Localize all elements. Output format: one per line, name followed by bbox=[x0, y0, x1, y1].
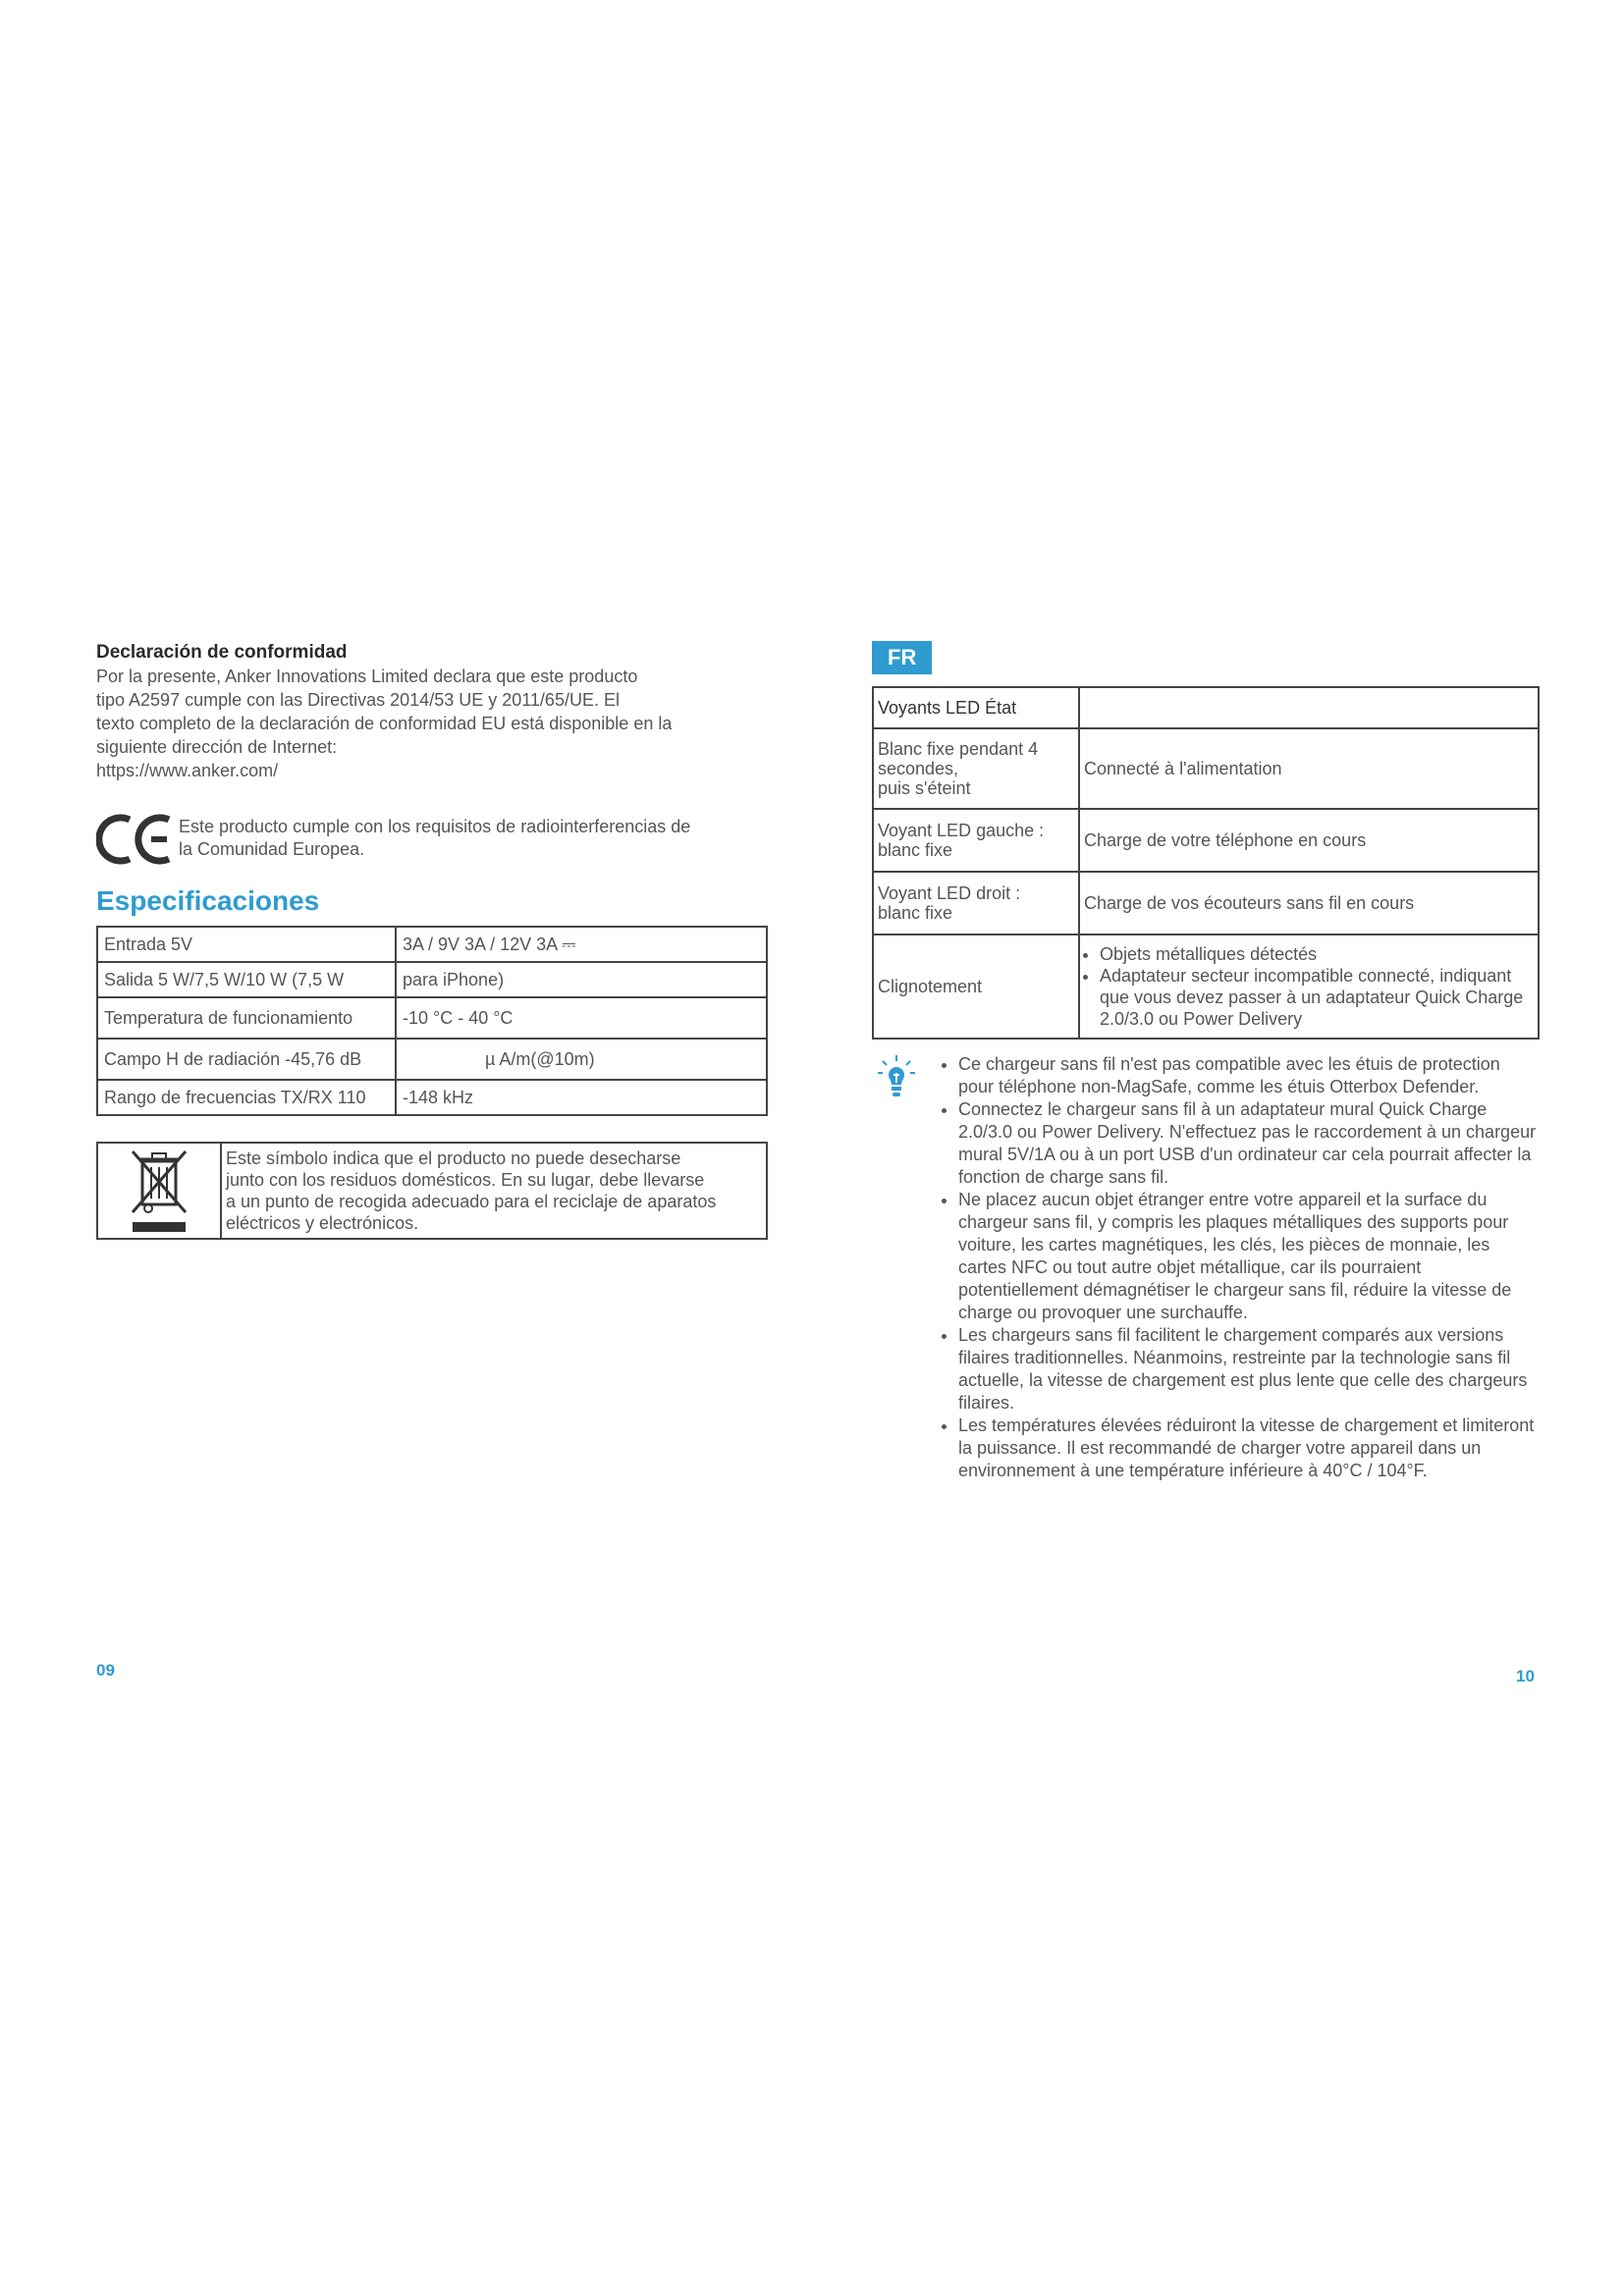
page-number-left: 09 bbox=[96, 1661, 115, 1680]
led-header-col1: Voyants LED État bbox=[873, 687, 1079, 728]
led-meaning: Charge de votre téléphone en cours bbox=[1079, 809, 1539, 872]
led-state-line: secondes, bbox=[878, 759, 959, 778]
spec-label: Campo H de radiación -45,76 dB bbox=[97, 1039, 396, 1080]
weee-text-line: eléctricos y electrónicos. bbox=[226, 1213, 419, 1233]
spec-row bbox=[97, 962, 767, 997]
language-badge: FR bbox=[872, 641, 932, 674]
spec-row bbox=[97, 1039, 767, 1080]
spec-value: para iPhone) bbox=[396, 962, 767, 997]
tip-item: • Les chargeurs sans fil facilitent le chargement comparés aux versions filaires traditionnelles. Néanmoins, restreinte par la technologie sans fil actuelle, la vitesse de chargement est plus lente que celle des chargeurs filaires. bbox=[958, 1324, 1540, 1415]
led-status-table bbox=[872, 686, 1540, 1040]
led-meaning bbox=[1079, 934, 1539, 1039]
weee-text-line: junto con los residuos domésticos. En su lugar, debe llevarse bbox=[226, 1170, 705, 1190]
led-state bbox=[873, 728, 1079, 809]
ce-text-line: la Comunidad Europea. bbox=[179, 839, 365, 859]
spec-label: Salida 5 W/7,5 W/10 W (7,5 W bbox=[97, 962, 396, 997]
spec-row bbox=[97, 997, 767, 1039]
led-row bbox=[873, 809, 1539, 872]
tip-item: • Connectez le chargeur sans fil à un adaptateur mural Quick Charge 2.0/3.0 ou Power Delivery. N'effectuez pas le raccordement à un chargeur mural 5V/1A ou à un port USB d'un ordinateur car cela pourrait affecter la fonction de charge sans fil. bbox=[958, 1098, 1540, 1189]
tips-section bbox=[872, 1053, 1540, 1482]
led-blink-item: • Adaptateur secteur incompatible connecté, indiquant que vous devez passer à un adaptateur Quick Charge 2.0/3.0 ou Power Delivery bbox=[1100, 965, 1534, 1030]
weee-bin-icon bbox=[98, 1144, 222, 1238]
led-state-line: Blanc fixe pendant 4 bbox=[878, 739, 1039, 759]
led-state: Clignotement bbox=[873, 934, 1079, 1039]
weee-text-line: Este símbolo indica que el producto no puede desecharse bbox=[226, 1148, 681, 1168]
dc-symbol-icon: ⎓ bbox=[562, 934, 576, 954]
led-header-col2 bbox=[1079, 687, 1539, 728]
spec-row bbox=[97, 927, 767, 962]
declaration-line: texto completo de la declaración de conformidad EU está disponible en la bbox=[96, 714, 673, 733]
led-state-line: puis s'éteint bbox=[878, 778, 971, 798]
weee-text-line: a un punto de recogida adecuado para el reciclaje de aparatos bbox=[226, 1192, 717, 1211]
led-state bbox=[873, 872, 1079, 934]
led-state-line: blanc fixe bbox=[878, 840, 953, 860]
weee-notice bbox=[96, 1142, 768, 1240]
declaration-url: https://www.anker.com/ bbox=[96, 761, 279, 780]
tips-list bbox=[921, 1053, 1540, 1482]
led-meaning: Charge de vos écouteurs sans fil en cours bbox=[1079, 872, 1539, 934]
declaration-body bbox=[96, 665, 774, 782]
spec-label: Entrada 5V bbox=[97, 927, 396, 962]
led-row bbox=[873, 872, 1539, 934]
tip-item: • Les températures élevées réduiront la vitesse de chargement et limiteront la puissance. Il est recommandé de charger votre appareil dans un environnement à une température inférieure à 40°C / 104°F. bbox=[958, 1415, 1540, 1482]
ce-text bbox=[177, 812, 690, 861]
spec-value: 3A / 9V 3A / 12V 3A ⎓ bbox=[396, 927, 767, 962]
led-table-header bbox=[873, 687, 1539, 728]
tip-item: • Ce chargeur sans fil n'est pas compatible avec les étuis de protection pour téléphone non-MagSafe, comme les étuis Otterbox Defender. bbox=[958, 1053, 1540, 1098]
page-number-right: 10 bbox=[1516, 1667, 1535, 1685]
specifications-heading: Especificaciones bbox=[96, 885, 320, 916]
declaration-line: siguiente dirección de Internet: bbox=[96, 737, 338, 757]
specifications-table bbox=[96, 926, 768, 1116]
spec-value: -148 kHz bbox=[396, 1080, 767, 1115]
ce-block bbox=[96, 812, 774, 867]
declaration-line: Por la presente, Anker Innovations Limited declara que este producto bbox=[96, 667, 638, 686]
led-blink-list bbox=[1084, 943, 1534, 1030]
weee-text bbox=[222, 1144, 720, 1238]
spec-label: Temperatura de funcionamiento bbox=[97, 997, 396, 1039]
led-state-line: Voyant LED droit : bbox=[878, 883, 1021, 903]
page-left bbox=[96, 641, 774, 1240]
spec-row bbox=[97, 1080, 767, 1115]
spec-label: Rango de frecuencias TX/RX 110 bbox=[97, 1080, 396, 1115]
led-meaning: Connecté à l'alimentation bbox=[1079, 728, 1539, 809]
spec-value: µ A/m(@10m) bbox=[396, 1039, 767, 1080]
tip-item: • Ne placez aucun objet étranger entre votre appareil et la surface du chargeur sans fil, y compris les plaques métalliques des supports pour voiture, les cartes magnétiques, les clés, les pièces de monnaie, les cartes NFC ou tout autre objet métallique, car ils pourraient potentiellement démagnétiser le chargeur sans fil, réduire la vitesse de charge ou provoquer une surchauffe. bbox=[958, 1189, 1540, 1324]
declaration-line: tipo A2597 cumple con las Directivas 2014/53 UE y 2011/65/UE. El bbox=[96, 690, 620, 710]
led-row bbox=[873, 934, 1539, 1039]
ce-text-line: Este producto cumple con los requisitos de radiointerferencias de bbox=[179, 817, 691, 836]
led-state-line: Voyant LED gauche : bbox=[878, 821, 1045, 840]
led-blink-item: • Objets métalliques détectés bbox=[1100, 943, 1534, 965]
led-state-line: blanc fixe bbox=[878, 903, 953, 923]
led-row bbox=[873, 728, 1539, 809]
spec-value: -10 °C - 40 °C bbox=[396, 997, 767, 1039]
declaration-heading: Declaración de conformidad bbox=[96, 642, 348, 663]
lightbulb-tip-icon bbox=[872, 1053, 921, 1100]
ce-mark-icon bbox=[96, 812, 177, 867]
page-right bbox=[872, 641, 1540, 1482]
led-state bbox=[873, 809, 1079, 872]
